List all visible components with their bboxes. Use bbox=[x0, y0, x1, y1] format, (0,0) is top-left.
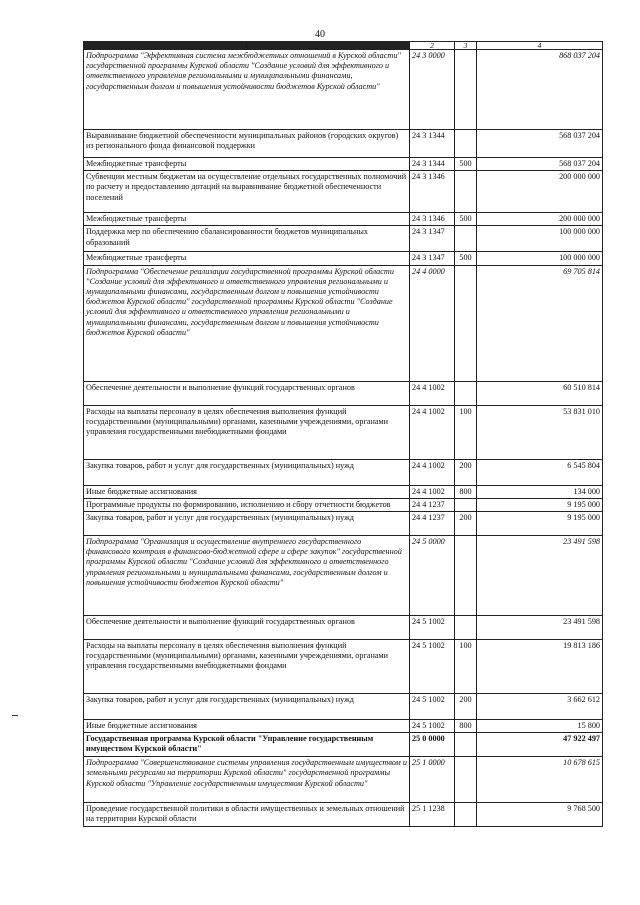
row-name: Подпрограмма "Обеспечение реализации государственной программы Курской области "Создание условий для эффективного и ответственного управления региональными и муниципальными финансами, государственным долгом и повышения устойчивости бюджетов Курской области" государственной программы Курской области "Создание условий для эффективного и ответственного управления региональными и муниципальными финансами, государственным долгом и повышения устойчивости бюджетов Курской области" bbox=[84, 265, 410, 381]
table-row bbox=[84, 381, 603, 405]
row-type: 200 bbox=[455, 694, 477, 720]
row-code: 24 3 1347 bbox=[410, 252, 455, 265]
row-name: Обеспечение деятельности и выполнение функций государственных органов bbox=[84, 381, 410, 405]
table-row bbox=[84, 171, 603, 213]
row-amount: 100 000 000 bbox=[477, 252, 603, 265]
table-row bbox=[84, 694, 603, 720]
row-name: Поддержка мер по обеспечению сбалансированности бюджетов муниципальных образований bbox=[84, 226, 410, 252]
row-amount: 60 510 814 bbox=[477, 381, 603, 405]
row-type bbox=[455, 50, 477, 130]
row-code: 25 1 0000 bbox=[410, 757, 455, 803]
row-amount: 10 678 615 bbox=[477, 757, 603, 803]
table-row bbox=[84, 226, 603, 252]
row-code: 24 4 1237 bbox=[410, 512, 455, 536]
row-name: Закупка товаров, работ и услуг для государственных (муниципальных) нужд bbox=[84, 459, 410, 485]
table-row bbox=[84, 130, 603, 158]
row-code: 24 3 1346 bbox=[410, 213, 455, 226]
row-name: Подпрограмма "Совершенствование системы управления государственным имуществом и земельными ресурсами на территории Курской области" государственной программы Курской области "Управление государственным имуществом Курской области" bbox=[84, 757, 410, 803]
page-number: 40 bbox=[315, 29, 325, 40]
table-row bbox=[84, 265, 603, 381]
row-amount: 6 545 804 bbox=[477, 459, 603, 485]
table-row bbox=[84, 757, 603, 803]
row-amount: 15 800 bbox=[477, 720, 603, 733]
row-amount: 3 662 612 bbox=[477, 694, 603, 720]
row-code: 24 4 1002 bbox=[410, 485, 455, 498]
row-type: 800 bbox=[455, 485, 477, 498]
row-type bbox=[455, 226, 477, 252]
row-code: 24 4 0000 bbox=[410, 265, 455, 381]
row-type bbox=[455, 616, 477, 640]
row-name: Межбюджетные трансферты bbox=[84, 158, 410, 171]
row-amount: 134 000 bbox=[477, 485, 603, 498]
table-row bbox=[84, 459, 603, 485]
row-type: 200 bbox=[455, 512, 477, 536]
row-code: 24 4 1002 bbox=[410, 405, 455, 459]
row-code: 24 4 1002 bbox=[410, 381, 455, 405]
table-row bbox=[84, 213, 603, 226]
table-row bbox=[84, 485, 603, 498]
row-amount: 9 195 000 bbox=[477, 498, 603, 511]
row-type: 500 bbox=[455, 158, 477, 171]
row-amount: 9 768 500 bbox=[477, 803, 603, 827]
table-row bbox=[84, 616, 603, 640]
row-amount: 53 831 010 bbox=[477, 405, 603, 459]
row-amount: 568 037 204 bbox=[477, 130, 603, 158]
row-type: 100 bbox=[455, 405, 477, 459]
row-code: 24 3 1347 bbox=[410, 226, 455, 252]
row-amount: 23 491 598 bbox=[477, 536, 603, 616]
row-amount: 100 000 000 bbox=[477, 226, 603, 252]
table-row bbox=[84, 640, 603, 694]
row-code: 24 3 0000 bbox=[410, 50, 455, 130]
table-row bbox=[84, 252, 603, 265]
header-col-1: 1 bbox=[84, 42, 410, 50]
row-name: Иные бюджетные ассигнования bbox=[84, 720, 410, 733]
row-code: 24 3 1344 bbox=[410, 130, 455, 158]
table-row bbox=[84, 498, 603, 511]
row-amount: 23 491 598 bbox=[477, 616, 603, 640]
row-type bbox=[455, 757, 477, 803]
table-header-row bbox=[84, 42, 603, 50]
table-row bbox=[84, 733, 603, 757]
row-code: 24 5 0000 bbox=[410, 536, 455, 616]
row-type bbox=[455, 733, 477, 757]
row-name: Государственная программа Курской области "Управление государственным имуществом Курской области" bbox=[84, 733, 410, 757]
row-name: Подпрограмма "Организация и осуществление внутреннего государственного финансового контроля в финансово-бюджетной сфере и сфере закупок" государственной программы Курской области "Создание условий для эффективного и ответственного управления региональными и муниципальными финансами, государственным долгом и повышения устойчивости бюджетов Курской области" bbox=[84, 536, 410, 616]
row-name: Подпрограмма "Эффективная система межбюджетных отношений в Курской области" государственной программы Курской области "Создание условий для эффективного и ответственного управления региональными и муниципальными финансами, государственным долгом и повышения устойчивости бюджетов Курской области" bbox=[84, 50, 410, 130]
row-amount: 69 705 814 bbox=[477, 265, 603, 381]
row-name: Выравнивание бюджетной обеспеченности муниципальных районов (городских округов) из регионального фонда финансовой поддержки bbox=[84, 130, 410, 158]
row-type bbox=[455, 803, 477, 827]
row-amount: 19 813 186 bbox=[477, 640, 603, 694]
header-col-3: 3 bbox=[455, 42, 477, 50]
table-row bbox=[84, 512, 603, 536]
budget-table bbox=[83, 41, 603, 827]
margin-mark bbox=[12, 715, 18, 716]
row-type bbox=[455, 130, 477, 158]
row-type: 800 bbox=[455, 720, 477, 733]
row-code: 24 5 1002 bbox=[410, 720, 455, 733]
row-type bbox=[455, 265, 477, 381]
row-name: Закупка товаров, работ и услуг для государственных (муниципальных) нужд bbox=[84, 512, 410, 536]
header-col-2: 2 bbox=[410, 42, 455, 50]
table-row bbox=[84, 803, 603, 827]
row-type bbox=[455, 171, 477, 213]
row-code: 24 4 1002 bbox=[410, 459, 455, 485]
table-row bbox=[84, 720, 603, 733]
row-type: 500 bbox=[455, 213, 477, 226]
table-row bbox=[84, 405, 603, 459]
row-name: Проведение государственной политики в области имущественных и земельных отношений на территории Курской области bbox=[84, 803, 410, 827]
row-name: Иные бюджетные ассигнования bbox=[84, 485, 410, 498]
row-name: Программные продукты по формированию, исполнению и сбору отчетности бюджетов bbox=[84, 498, 410, 511]
row-code: 24 3 1344 bbox=[410, 158, 455, 171]
row-type bbox=[455, 381, 477, 405]
row-code: 24 5 1002 bbox=[410, 640, 455, 694]
row-type: 100 bbox=[455, 640, 477, 694]
row-code: 25 1 1238 bbox=[410, 803, 455, 827]
row-type bbox=[455, 536, 477, 616]
row-name: Расходы на выплаты персоналу в целях обеспечения выполнения функций государственными (муниципальными) органами, казенными учреждениями, органами управления государственными внебюджетными фондами bbox=[84, 640, 410, 694]
table-row bbox=[84, 158, 603, 171]
row-name: Межбюджетные трансферты bbox=[84, 252, 410, 265]
row-code: 24 4 1237 bbox=[410, 498, 455, 511]
row-code: 24 5 1002 bbox=[410, 694, 455, 720]
row-amount: 200 000 000 bbox=[477, 213, 603, 226]
row-code: 25 0 0000 bbox=[410, 733, 455, 757]
row-amount: 200 000 000 bbox=[477, 171, 603, 213]
header-col-4: 4 bbox=[477, 42, 603, 50]
row-type: 200 bbox=[455, 459, 477, 485]
row-name: Расходы на выплаты персоналу в целях обеспечения выполнения функций государственными (муниципальными) органами, казенными учреждениями, органами управления государственными внебюджетными фондами bbox=[84, 405, 410, 459]
table-row bbox=[84, 536, 603, 616]
row-type bbox=[455, 498, 477, 511]
row-code: 24 3 1346 bbox=[410, 171, 455, 213]
row-amount: 47 922 497 bbox=[477, 733, 603, 757]
row-amount: 868 037 204 bbox=[477, 50, 603, 130]
row-type: 500 bbox=[455, 252, 477, 265]
row-name: Субвенции местным бюджетам на осуществление отдельных государственных полномочий по расчету и предоставлению дотаций на выравнивание бюджетной обеспеченности поселений bbox=[84, 171, 410, 213]
table-row bbox=[84, 50, 603, 130]
row-name: Межбюджетные трансферты bbox=[84, 213, 410, 226]
row-name: Закупка товаров, работ и услуг для государственных (муниципальных) нужд bbox=[84, 694, 410, 720]
row-amount: 9 195 000 bbox=[477, 512, 603, 536]
row-name: Обеспечение деятельности и выполнение функций государственных органов bbox=[84, 616, 410, 640]
row-amount: 568 037 204 bbox=[477, 158, 603, 171]
row-code: 24 5 1002 bbox=[410, 616, 455, 640]
